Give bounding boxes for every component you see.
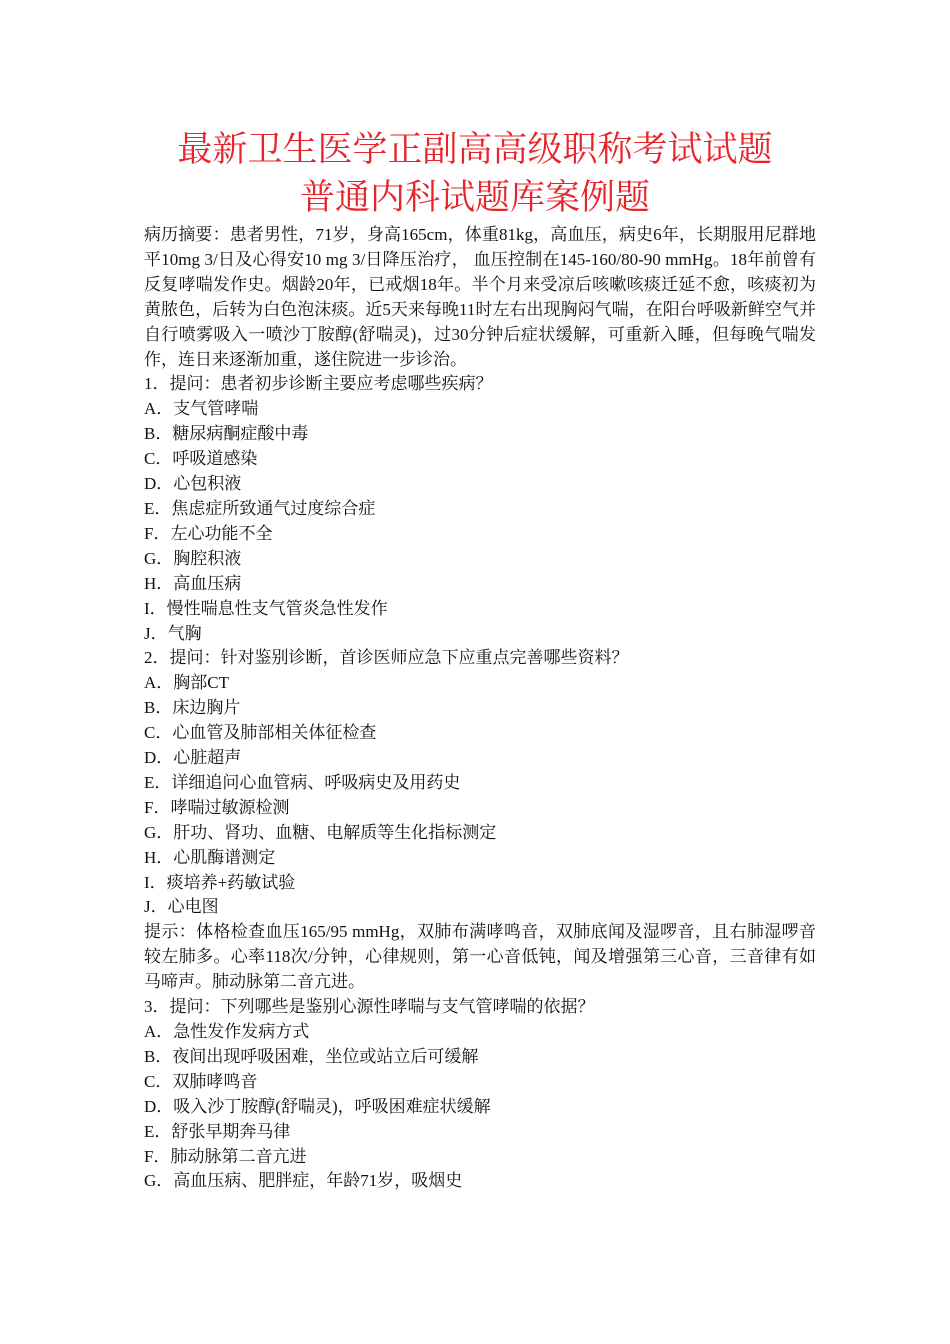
question-1-option-g: G．胸腔积液 bbox=[144, 548, 242, 568]
question-2-option-j: J．心电图 bbox=[144, 897, 219, 917]
question-2-option-h: H．心肌酶谱测定 bbox=[144, 847, 276, 867]
question-1-prompt: 1．提问：患者初步诊断主要应考虑哪些疾病？ bbox=[144, 374, 493, 394]
question-1-option-b: B．糖尿病酮症酸中毒 bbox=[144, 424, 309, 444]
question-2-option-c: C．心血管及肺部相关体征检查 bbox=[144, 723, 377, 743]
document-title-line-2: 普通内科试题库案例题 bbox=[299, 178, 650, 218]
question-2-option-f: F．哮喘过敏源检测 bbox=[144, 797, 290, 817]
question-3-option-f: F．肺动脉第二音亢进 bbox=[144, 1146, 307, 1166]
document-title-line-1: 最新卫生医学正副高高级职称考试试题 bbox=[177, 130, 773, 170]
question-3-option-b: B．夜间出现呼吸困难，坐位或站立后可缓解 bbox=[144, 1046, 479, 1066]
question-3-option-d: D．吸入沙丁胺醇(舒喘灵)，呼吸困难症状缓解 bbox=[144, 1096, 491, 1116]
question-2-prompt: 2．提问：针对鉴别诊断，首诊医师应急下应重点完善哪些资料？ bbox=[144, 648, 629, 668]
question-2-option-d: D．心脏超声 bbox=[144, 748, 242, 768]
question-1-option-f: F．左心功能不全 bbox=[144, 523, 273, 543]
question-3-option-g: G．高血压病、肥胖症，年龄71岁，吸烟史 bbox=[144, 1171, 463, 1191]
hint-paragraph: 提示：体格检查血压165/95 mmHg，双肺布满哮鸣音，双肺底闻及湿啰音，且右肺湿啰音较左肺多。心率118次/分钟，心律规则，第一心音低钝，闻及增强第三心音，三音律有如马啼声。肺动脉第二音亢进。 bbox=[144, 922, 816, 992]
question-2-option-e: E．详细追问心血管病、呼吸病史及用药史 bbox=[144, 772, 461, 792]
question-3-option-c: C．双肺哮鸣音 bbox=[144, 1071, 258, 1091]
question-2-option-b: B．床边胸片 bbox=[144, 698, 241, 718]
question-1-option-c: C．呼吸道感染 bbox=[144, 449, 258, 469]
question-1-option-d: D．心包积液 bbox=[144, 474, 242, 494]
question-1-option-e: E．焦虑症所致通气过度综合症 bbox=[144, 498, 376, 518]
question-2-option-i: I．痰培养+药敏试验 bbox=[144, 872, 296, 892]
question-3-prompt: 3．提问：下列哪些是鉴别心源性哮喘与支气管哮喘的依据？ bbox=[144, 997, 595, 1017]
question-1-option-j: J．气胸 bbox=[144, 623, 202, 643]
case-summary-paragraph: 病历摘要：患者男性，71岁，身高165cm，体重81kg，高血压，病史6年，长期服用尼群地平10mg 3/日及心得安10 mg 3/日降压治疗， 血压控制在145-160/80-90 mmHg。18年前曾有反复哮喘发作史。烟龄20年，已戒烟18年。半个月来受凉后咳嗽咳痰迁延不愈，咳痰初为黄脓色，后转为白色泡沫痰。近5天来每晚11时左右出现胸闷气喘，在阳台呼吸新鲜空气并自行喷雾吸入一喷沙丁胺醇(舒喘灵)，过30分钟后症状缓解，可重新入睡，但每晚气喘发作，连日来逐渐加重，遂住院进一步诊治。 bbox=[144, 225, 816, 369]
question-3-option-a: A．急性发作发病方式 bbox=[144, 1022, 310, 1041]
question-2-option-g: G．肝功、肾功、血糖、电解质等生化指标测定 bbox=[144, 822, 497, 842]
question-3-option-e: E．舒张早期奔马律 bbox=[144, 1121, 291, 1141]
document-body bbox=[144, 223, 816, 1194]
question-1-option-h: H．高血压病 bbox=[144, 573, 242, 593]
question-1-option-i: I．慢性喘息性支气管炎急性发作 bbox=[144, 598, 388, 618]
question-2-option-a: A．胸部CT bbox=[144, 673, 229, 693]
question-1-option-a: A．支气管哮喘 bbox=[144, 399, 259, 419]
